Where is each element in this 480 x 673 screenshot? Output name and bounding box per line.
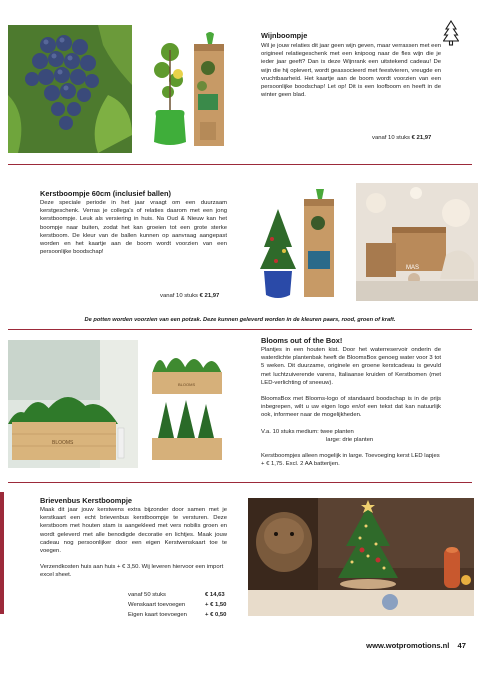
price-row	[128, 600, 226, 610]
section-divider	[8, 482, 472, 483]
blooms-box-label: BLOOMS	[178, 382, 196, 387]
wine-tree-product-photo	[150, 30, 230, 150]
section-divider	[8, 329, 472, 330]
brievenbus-title: Brievenbus Kerstboompje	[40, 496, 132, 505]
price-row-value: + € 1,50	[205, 602, 227, 608]
blooms-description-2: BloomsBox met Blooms-logo of standaard boodschap is in de prijs inbegrepen, wilt u uw eigen logo en/of een tekst dat kan natuurlijk ook, informeer naar de mogelijkheden.	[261, 396, 441, 419]
price-row-label: Wenskaart toevoegen	[128, 602, 186, 608]
box-mas-label: MAS	[406, 265, 420, 271]
wijnboompje-price-label: vanaf 10 stuks	[372, 135, 410, 141]
price-row-value: + € 0,50	[205, 612, 227, 618]
accent-edge	[0, 492, 4, 614]
price-row-value: € 14,63	[205, 592, 225, 598]
pot-bag-note: De potten worden voorzien van een potzak. Deze kunnen geleverd worden in de kleuren paars, rood, groen of kraft.	[84, 317, 396, 323]
section-divider	[8, 164, 472, 165]
price-row-label: Eigen kaart toevoegen	[128, 612, 187, 618]
price-row	[128, 590, 226, 600]
page-number: 47	[457, 641, 466, 650]
wijnboompje-price-value: € 21,97	[411, 135, 432, 141]
blooms-title: Blooms out of the Box!	[261, 336, 343, 345]
christmas-box-lifestyle-photo	[356, 183, 478, 301]
footer-url[interactable]: www.wotpromotions.nl	[366, 641, 450, 650]
christmas-tree-icon	[443, 20, 459, 46]
price-row-label: vanaf 50 stuks	[128, 592, 166, 598]
kerstboompje-price	[160, 293, 219, 299]
brievenbus-shipping: Verzendkosten huis aan huis + € 3,50. Wij leveren hiervoor een import excel sheet.	[40, 564, 224, 579]
wijnboompje-description: Wil je jouw relaties dit jaar geen wijn geven, maar verrassen met een origineel relatiegeschenk met een knipoog naar de fles wijn die je ieder jaar geeft? Dan is deze Wijnrank een uitstekend cadeau! De wijn die hij oplevert, wordt geassocieerd met feestvieren, vreugde en vruchtbaarheid. Het kaartje aan de boom wordt voorzien van een persoonlijke boodschap! Let op! Dit is een loofboom en heeft in de winter geen blad.	[261, 43, 441, 99]
brievenbus-price-table	[128, 590, 226, 620]
kerstboompje-price-label: vanaf 10 stuks	[160, 293, 198, 299]
bloomsbox-herbs-photo	[146, 340, 226, 396]
mailbox-tree-photo	[248, 498, 474, 616]
christmas-tree-product-photo	[258, 189, 338, 309]
brievenbus-description: Maak dit jaar jouw kerstwens extra bijzonder door samen met je kerstkaart een echt brievenbus kerstboompje te versturen. Deze kerstboom met houten stam is aangekleed met vers nobilis groen en wordt geleverd met alle benodigde decoratie en lichtjes. Maak jouw cadeau nog persoonlijker door een eigen Kerstwenskaart toe te voegen.	[40, 507, 227, 555]
bloomsbox-fern-photo	[8, 340, 138, 468]
kerstboompje-description: Deze speciale periode in het jaar vraagt om een duurzaam kerstgeschenk. Verras je collega's of relaties daarom met een jong kerstboompje. Leuk als versiering in huis. Na Oud & Nieuw kan het boompje naar buiten, zodat het kan groeien tot een grote sterke kerstboom. De kleur van de ballen kunnen op aanvraag aangepast worden en het kaartje aan de boom wordt voorzien van een persoonlijke boodschap!	[40, 200, 227, 256]
bloomsbox-trees-photo	[146, 398, 226, 464]
footer	[330, 641, 466, 650]
blooms-tiers-line-1: V.a. 10 stuks medium: twee planten	[261, 428, 354, 435]
price-row	[128, 610, 226, 620]
wijnboompje-title: Wijnboompje	[261, 31, 308, 40]
blooms-box-label: BLOOMS	[52, 440, 74, 446]
wijnboompje-price	[372, 135, 431, 141]
kerstboompje-price-value: € 21,97	[199, 293, 220, 299]
kerstboompje-title: Kerstboompje 60cm (inclusief ballen)	[40, 189, 172, 198]
grapes-photo	[8, 25, 132, 153]
blooms-tiers-line-2: large: drie planten	[326, 436, 374, 443]
blooms-extra: Kerstboompjes alleen mogelijk in large. Toevoeging kerst LED lapjes + € 1,75. Excl. 2 AA batterijen.	[261, 453, 440, 468]
blooms-description: Plantjes in een houten kist. Door het waterreservoir onderin de waterdichte plantenbak heeft de BloomsBox genoeg water voor 3 tot 5 weken. Dit duurzame, originele en groene kerstcadeau is gevuld met luchtzuiverende varens, Italiaanse kruiden of Kerstbomen (met LED-verlichting of sneeuw).	[261, 347, 441, 386]
